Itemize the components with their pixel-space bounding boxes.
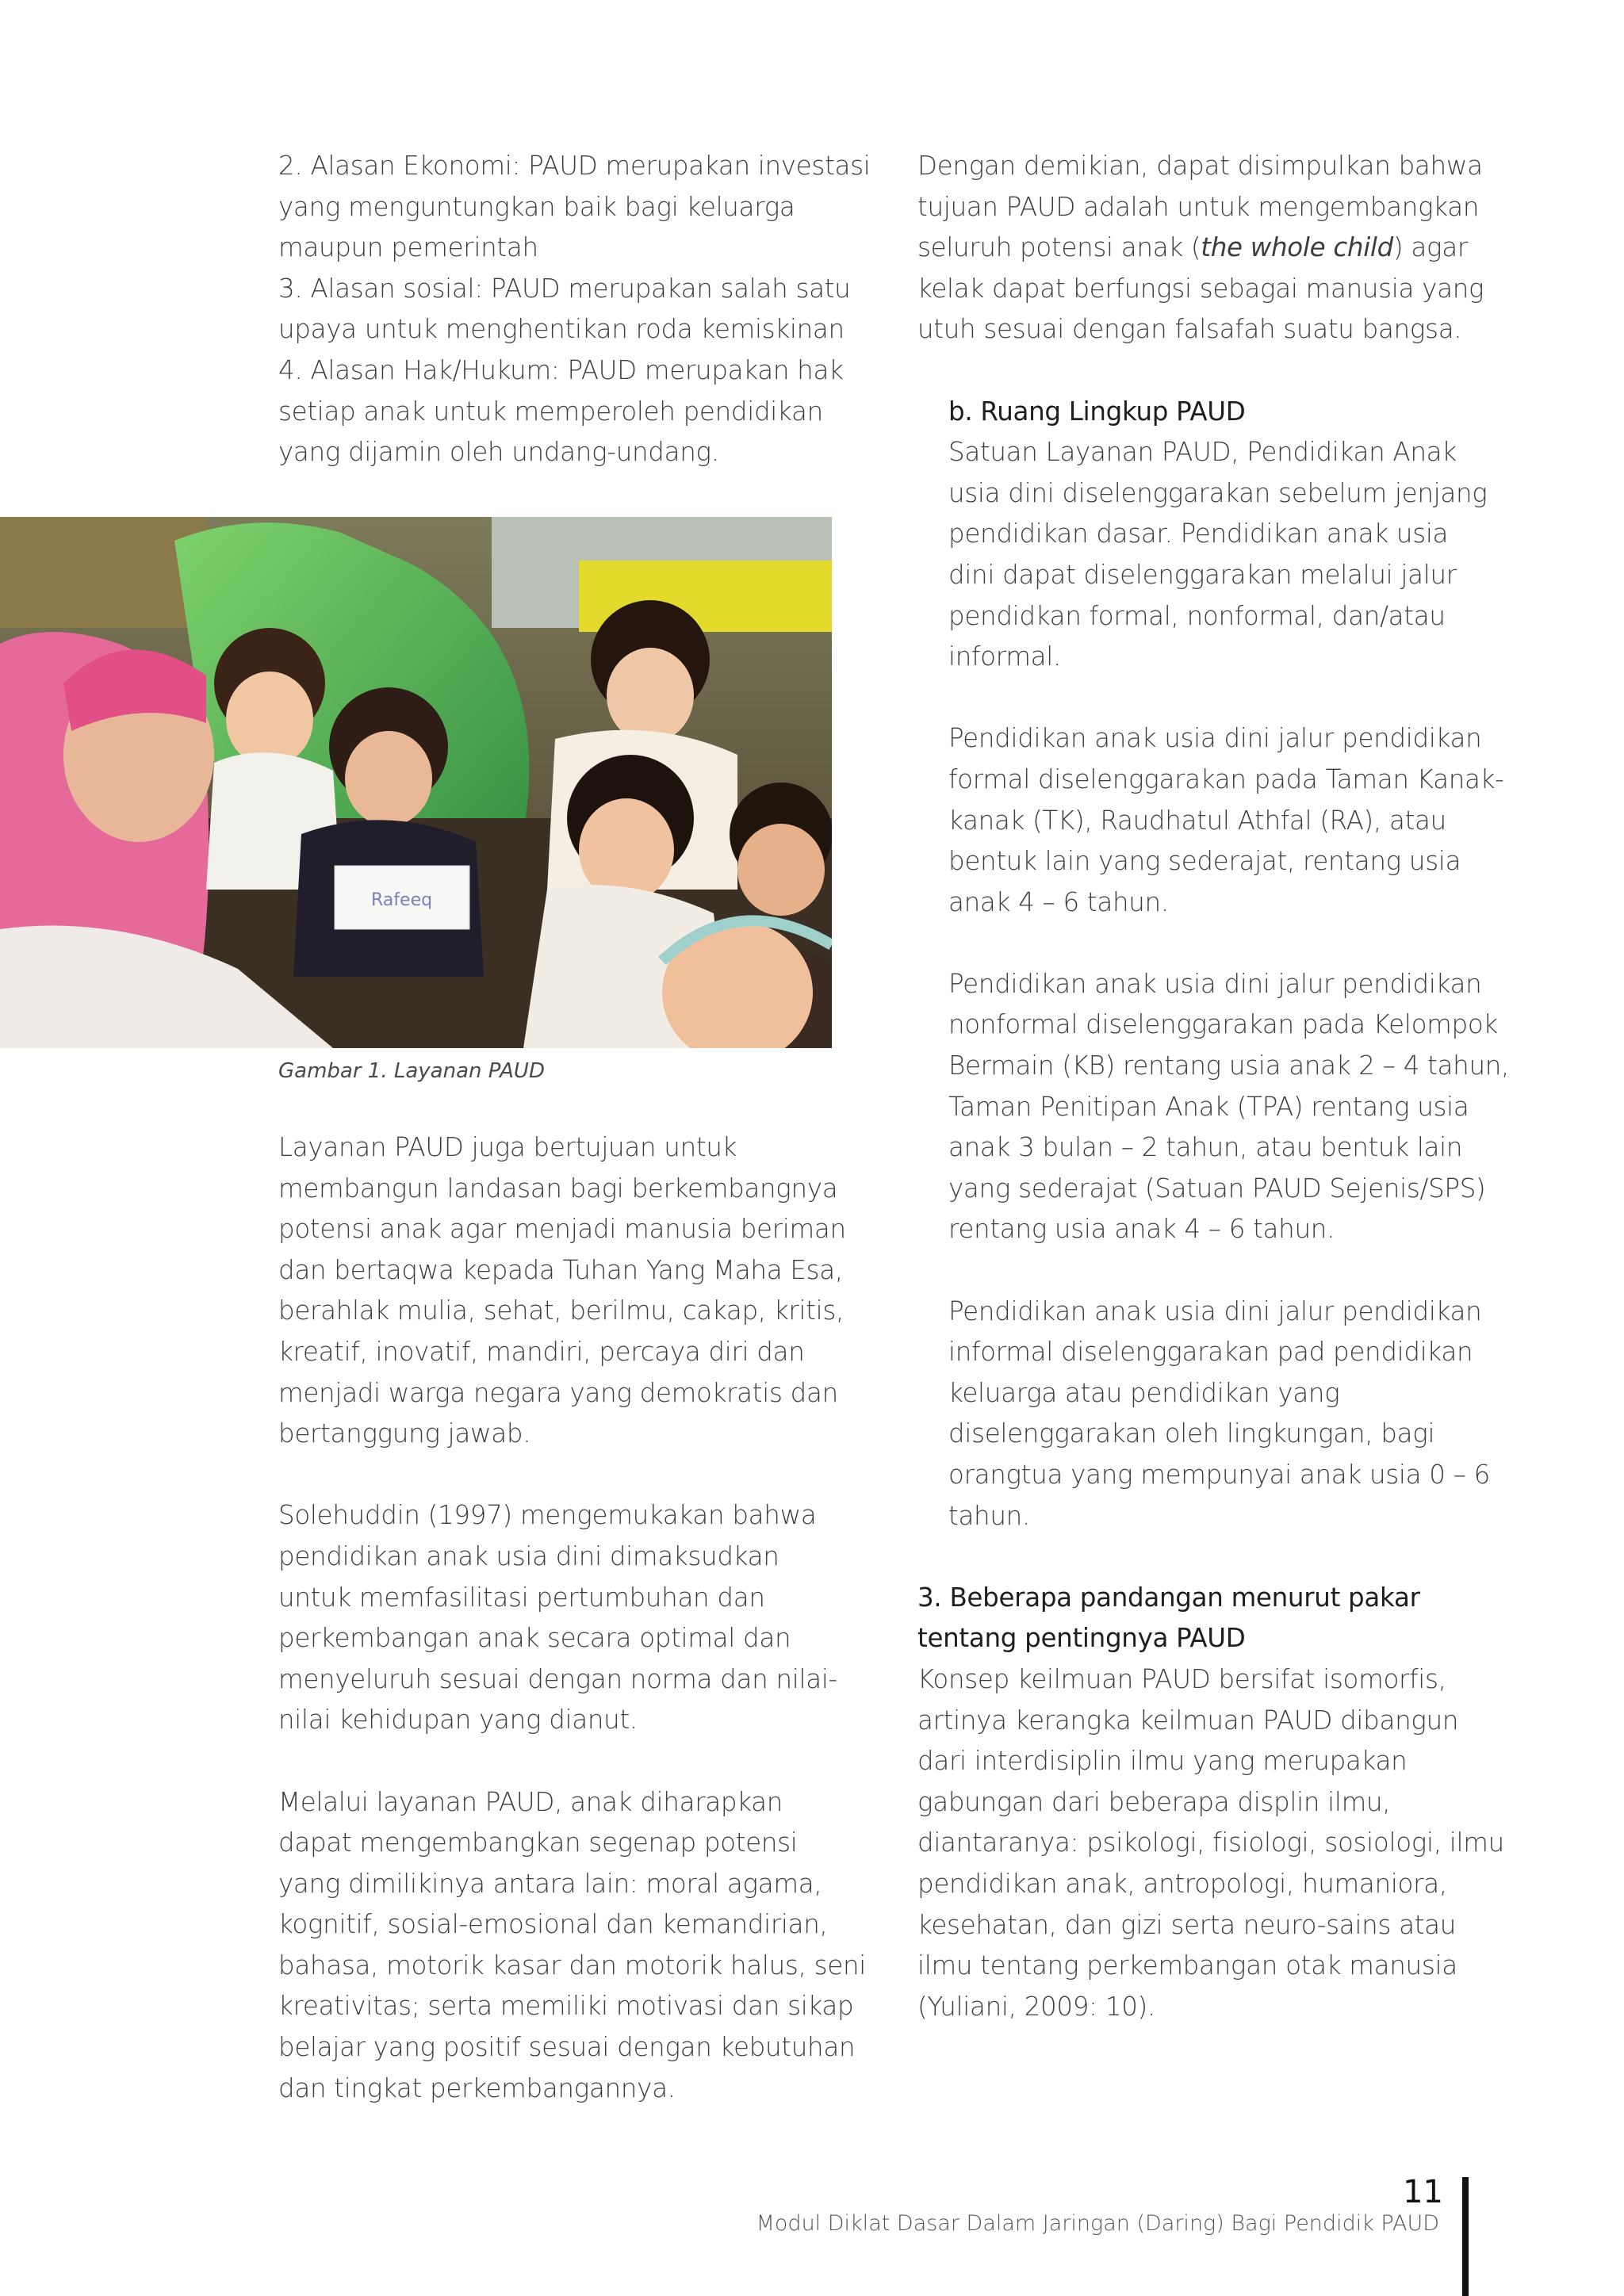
figure-photo <box>0 517 832 1048</box>
text-line: Taman Penitipan Anak (TPA) rentang usia <box>948 1091 1469 1122</box>
text-line: maupun pemerintah <box>278 232 538 263</box>
text-line: dan tingkat perkembangannya. <box>278 2072 676 2103</box>
conclusion-paragraph <box>917 146 1509 350</box>
section-heading: tentang pentingnya PAUD <box>917 1623 1246 1654</box>
text-line: nonformal diselenggarakan pada Kelompok <box>948 1009 1498 1040</box>
text-line: (Yuliani, 2009: 10). <box>917 1991 1156 2022</box>
text-line: setiap anak untuk memperoleh pendidikan <box>278 396 823 427</box>
text-line: anak 3 bulan – 2 tahun, atau bentuk lain <box>948 1132 1463 1163</box>
text-line: Layanan PAUD juga bertujuan untuk <box>278 1132 737 1162</box>
left-column-bottom <box>278 1127 866 2109</box>
text-line: orangtua yang mempunyai anak usia 0 – 6 <box>948 1460 1491 1490</box>
text-line: kanak (TK), Raudhatul Athfal (RA), atau <box>948 805 1446 836</box>
text-line: pendidkan formal, nonformal, dan/atau <box>948 600 1446 631</box>
text-line: Pendidikan anak usia dini jalur pendidikan <box>948 1295 1482 1326</box>
text-line <box>917 228 1509 269</box>
text-line: kesehatan, dan gizi serta neuro-sains atau <box>917 1909 1457 1940</box>
figure-caption: Gambar 1. Layanan PAUD <box>278 1059 545 1083</box>
text-line: yang dimilikinya antara lain: moral agama, <box>278 1868 822 1899</box>
text-line: menjadi warga negara yang demokratis dan <box>278 1377 838 1408</box>
text-line: kreatif, inovatif, mandiri, percaya diri dan <box>278 1336 805 1367</box>
text-line: bentuk lain yang sederajat, rentang usia <box>948 846 1461 877</box>
section-heading: 3. Beberapa pandangan menurut pakar <box>917 1582 1420 1613</box>
text-line: untuk memfasilitasi pertumbuhan dan <box>278 1582 765 1613</box>
text-line: keluarga atau pendidikan yang <box>948 1377 1340 1408</box>
paragraph <box>948 432 1509 678</box>
section-3 <box>917 1578 1509 2028</box>
text-line: rentang usia anak 4 – 6 tahun. <box>948 1214 1335 1245</box>
text-line: berahlak mulia, sehat, berilmu, cakap, kritis, <box>278 1295 844 1326</box>
text-line: belajar yang positif sesuai dengan kebutuhan <box>278 2032 856 2063</box>
text-line: Pendidikan anak usia dini jalur pendidikan <box>948 723 1482 754</box>
text-fragment: ) agar <box>1393 232 1468 263</box>
paragraph <box>948 1292 1509 1537</box>
text-line: gabungan dari beberapa displin ilmu, <box>917 1786 1391 1817</box>
text-line: pendidikan dasar. Pendidikan anak usia <box>948 519 1449 549</box>
text-line: pendidikan anak usia dini dimaksudkan <box>278 1540 779 1571</box>
page-number: 11 <box>1403 2174 1443 2210</box>
text-line: diselenggarakan oleh lingkungan, bagi <box>948 1418 1435 1449</box>
text-line: 3. Alasan sosial: PAUD merupakan salah satu <box>278 273 851 304</box>
text-line: utuh sesuai dengan falsafah suatu bangsa. <box>917 314 1462 345</box>
text-line: informal. <box>948 641 1061 672</box>
text-line: pendidikan anak, antropologi, humaniora, <box>917 1868 1447 1899</box>
paragraph <box>278 1495 866 1741</box>
text-line: kelak dapat berfungsi sebagai manusia yang <box>917 273 1484 304</box>
classroom-photo-illustration <box>0 517 832 1048</box>
text-line: kreativitas; serta memiliki motivasi dan sikap <box>278 1991 854 2022</box>
text-line: Konsep keilmuan PAUD bersifat isomorfis, <box>917 1663 1446 1694</box>
footer-divider-bar <box>1462 2177 1469 2296</box>
text-line: informal diselenggarakan pad pendidikan <box>948 1337 1473 1368</box>
text-line: yang menguntungkan baik bagi keluarga <box>278 191 795 222</box>
paragraph <box>917 1659 1509 2027</box>
text-line: bahasa, motorik kasar dan motorik halus, seni <box>278 1950 866 1980</box>
text-line: dari interdisiplin ilmu yang merupakan <box>917 1746 1408 1777</box>
reasons-list <box>278 146 871 473</box>
text-line: tahun. <box>948 1500 1030 1531</box>
text-line: Solehuddin (1997) mengemukakan bahwa <box>278 1500 817 1531</box>
text-line: yang sederajat (Satuan PAUD Sejenis/SPS) <box>948 1173 1486 1203</box>
paragraph <box>948 964 1509 1250</box>
text-line: artinya kerangka keilmuan PAUD dibangun <box>917 1705 1459 1735</box>
text-line: perkembangan anak secara optimal dan <box>278 1623 791 1654</box>
name-tag-text: Rafeeq <box>371 890 433 910</box>
text-line: 4. Alasan Hak/Hukum: PAUD merupakan hak <box>278 354 844 385</box>
text-line: tujuan PAUD adalah untuk mengembangkan <box>917 191 1480 222</box>
paragraph <box>948 718 1509 923</box>
text-line: Satuan Layanan PAUD, Pendidikan Anak <box>948 437 1457 468</box>
text-line: Dengan demikian, dapat disimpulkan bahwa <box>917 151 1483 181</box>
text-line: diantaranya: psikologi, fisiologi, sosiologi, ilmu <box>917 1827 1504 1858</box>
text-line: dapat mengembangkan segenap potensi <box>278 1827 798 1858</box>
text-line: Melalui layanan PAUD, anak diharapkan <box>278 1786 783 1817</box>
emphasis-text: the whole child <box>1201 232 1393 263</box>
text-line: dini dapat diselenggarakan melalui jalur <box>948 559 1457 590</box>
text-line: menyeluruh sesuai dengan norma dan nilai- <box>278 1663 837 1694</box>
text-line: membangun landasan bagi berkembangnya <box>278 1173 838 1203</box>
text-line: upaya untuk menghentikan roda kemiskinan <box>278 314 845 345</box>
text-line: formal diselenggarakan pada Taman Kanak- <box>948 763 1504 794</box>
paragraph <box>278 1782 866 2110</box>
paragraph <box>278 1127 866 1455</box>
footer-title: Modul Diklat Dasar Dalam Jaringan (Daring) Bagi Pendidik PAUD <box>756 2211 1439 2236</box>
text-line: Bermain (KB) rentang usia anak 2 – 4 tahun, <box>948 1050 1510 1081</box>
text-line: anak 4 – 6 tahun. <box>948 886 1169 917</box>
text-line: usia dini diselenggarakan sebelum jenjang <box>948 477 1488 508</box>
text-line: ilmu tentang perkembangan otak manusia <box>917 1950 1457 1981</box>
text-line: nilai kehidupan yang dianut. <box>278 1705 638 1735</box>
section-b <box>917 392 1509 1537</box>
text-line: dan bertaqwa kepada Tuhan Yang Maha Esa, <box>278 1254 843 1285</box>
text-line: kognitif, sosial-emosional dan kemandirian, <box>278 1909 828 1940</box>
text-fragment: seluruh potensi anak ( <box>917 232 1201 263</box>
right-column <box>917 146 1509 2027</box>
text-line: yang dijamin oleh undang-undang. <box>278 437 719 468</box>
text-line: Pendidikan anak usia dini jalur pendidikan <box>948 968 1482 999</box>
left-column-top <box>278 146 871 473</box>
text-line: potensi anak agar menjadi manusia beriman <box>278 1214 846 1245</box>
section-heading: b. Ruang Lingkup PAUD <box>948 396 1246 427</box>
text-line: 2. Alasan Ekonomi: PAUD merupakan investasi <box>278 151 871 181</box>
text-line: bertanggung jawab. <box>278 1418 531 1449</box>
